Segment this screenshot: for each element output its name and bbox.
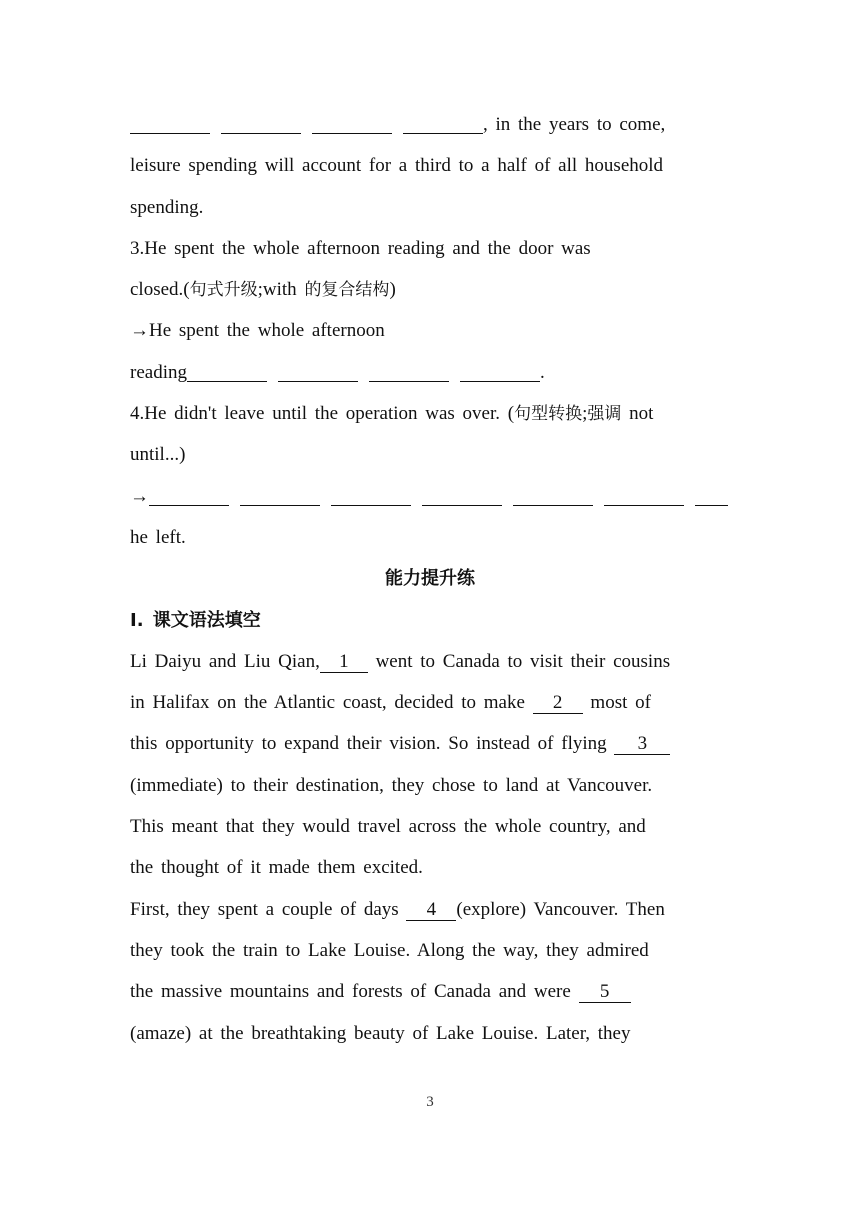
cloze-blank-3[interactable]: 3 xyxy=(614,734,670,755)
cloze-blank-2[interactable]: 2 xyxy=(533,693,583,714)
answer-blank[interactable] xyxy=(422,485,502,506)
answer-line-4 xyxy=(130,476,730,517)
answer-blank[interactable] xyxy=(369,361,449,382)
answer-blank[interactable] xyxy=(312,113,392,134)
answer-line-2 xyxy=(130,104,730,145)
answer-blank[interactable] xyxy=(604,485,684,506)
answer-blank[interactable] xyxy=(149,485,229,506)
answer-blank[interactable] xyxy=(460,361,540,382)
passage-line: (immediate) to their destination, they chose to land at Vancouver. xyxy=(130,774,653,796)
sentence-line: spending. xyxy=(130,196,204,218)
rewrite-line: →He spent the whole afternoon xyxy=(130,320,385,342)
section-subtitle: Ⅰ. 课文语法填空 xyxy=(130,609,261,631)
question-4: 4.He didn't leave until the operation was over. (句型转换;强调 not xyxy=(130,403,654,425)
question-4-tail: until...) xyxy=(130,444,186,466)
passage-line: (amaze) at the breathtaking beauty of Lake Louise. Later, they xyxy=(130,1022,631,1044)
passage-line: Li Daiyu and Liu Qian, 1 went to Canada to visit their cousins xyxy=(130,650,671,672)
passage-line: First, they spent a couple of days 4 (explore) Vancouver. Then xyxy=(130,898,665,920)
answer-blank[interactable] xyxy=(221,113,301,134)
answer-blank[interactable] xyxy=(695,485,728,506)
sentence-text: , in the years to come, xyxy=(483,114,666,135)
sentence-line: leisure spending will account for a third to a half of all household xyxy=(130,155,664,177)
page-number: 3 xyxy=(426,1094,434,1110)
answer-blank[interactable] xyxy=(331,485,411,506)
passage-line: they took the train to Lake Louise. Along the way, they admired xyxy=(130,939,649,961)
answer-blank[interactable] xyxy=(513,485,593,506)
question-3: 3.He spent the whole afternoon reading and the door was xyxy=(130,237,591,259)
passage-line: the thought of it made them excited. xyxy=(130,857,423,879)
passage-line: the massive mountains and forests of Canada and were 5 xyxy=(130,971,730,1012)
cloze-blank-5[interactable]: 5 xyxy=(579,982,631,1003)
passage-line: this opportunity to expand their vision. So instead of flying 3 xyxy=(130,723,730,764)
cloze-blank-1[interactable]: 1 xyxy=(320,652,368,673)
section-title: 能力提升练 xyxy=(385,568,475,590)
answer-line-3: reading . xyxy=(130,361,545,383)
answer-blank[interactable] xyxy=(130,113,210,134)
answer-blank[interactable] xyxy=(187,361,267,382)
question-3-instruction: closed.(句式升级;with 的复合结构) xyxy=(130,279,396,301)
passage-line: This meant that they would travel across the whole country, and xyxy=(130,816,646,838)
answer-blank[interactable] xyxy=(240,485,320,506)
answer-blank[interactable] xyxy=(278,361,358,382)
passage-line: in Halifax on the Atlantic coast, decided to make 2 most of xyxy=(130,692,651,714)
cloze-blank-4[interactable]: 4 xyxy=(406,900,456,921)
document-body xyxy=(130,104,730,1054)
answer-blank[interactable] xyxy=(403,113,483,134)
sentence-line: he left. xyxy=(130,526,186,548)
arrow-icon: → xyxy=(130,485,149,507)
